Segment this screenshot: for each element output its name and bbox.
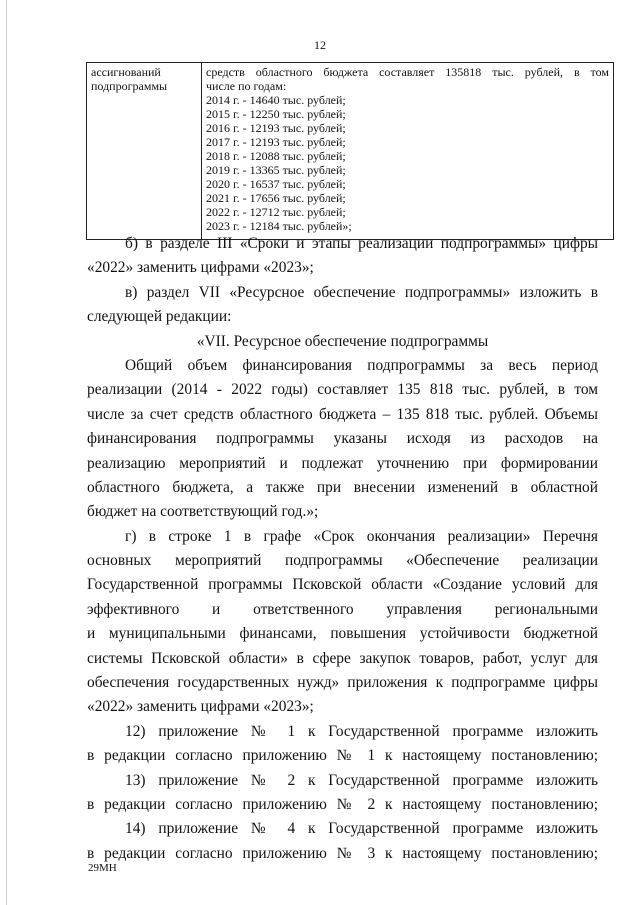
- paragraph-line: бюджет на соответствующий год.»;: [87, 503, 319, 521]
- paragraph-line: основных мероприятий подпрограммы «Обеспечение реализации: [87, 552, 598, 570]
- paragraph-line: Общий объем финансирования подпрограммы за весь период: [125, 356, 598, 374]
- year-allocation: 2015 г. - 12250 тыс. рублей;: [206, 107, 346, 121]
- paragraph-line: областного бюджета, а также при внесении изменений в областной: [87, 478, 598, 496]
- table-intro-line: числе по годам:: [206, 79, 287, 93]
- paragraph-line: 13) приложение № 2 к Государственной программе изложить: [125, 771, 598, 789]
- table-cell-value: [202, 63, 614, 240]
- paragraph-line: в) раздел VII «Ресурсное обеспечение подпрограммы» изложить в: [125, 283, 598, 301]
- table-cell-label: [87, 63, 202, 240]
- year-allocation: 2023 г. - 12184 тыс. рублей»;: [206, 219, 352, 233]
- paragraph-line: в редакции согласно приложению № 2 к настоящему постановлению;: [87, 795, 598, 813]
- footer-code: 29МН: [88, 862, 117, 874]
- table-label-line: подпрограммы: [91, 79, 168, 93]
- paragraph-line: эффективного и ответственного управления региональными: [87, 600, 598, 618]
- paragraph-line: следующей редакции:: [87, 308, 232, 326]
- paragraph-line: финансирования подпрограммы указаны исходя из расходов на: [87, 430, 598, 448]
- paragraph-line: «2022» заменить цифрами «2023»;: [87, 698, 314, 716]
- paragraph-line: системы Псковской области» в сфере закупок товаров, работ, услуг для: [87, 649, 598, 667]
- year-allocation: 2018 г. - 12088 тыс. рублей;: [206, 149, 346, 163]
- section-heading: «VII. Ресурсное обеспечение подпрограммы: [196, 332, 489, 350]
- table-intro-line: средств областного бюджета составляет 135818 тыс. рублей, в том: [206, 65, 609, 79]
- page-number: 12: [314, 38, 326, 52]
- year-allocation: 2020 г. - 16537 тыс. рублей;: [206, 177, 346, 191]
- document-body: [87, 232, 598, 866]
- scan-edge-line: [6, 0, 7, 905]
- table-label-line: ассигнований: [91, 65, 161, 79]
- paragraph-line: числе за счет средств областного бюджета – 135 818 тыс. рублей. Объемы: [87, 405, 598, 423]
- year-allocation: 2021 г. - 17656 тыс. рублей;: [206, 191, 346, 205]
- year-allocation: 2014 г. - 14640 тыс. рублей;: [206, 93, 346, 107]
- paragraph-line: реализацию мероприятий и подлежат уточнению при формировании: [87, 454, 598, 472]
- funding-table: [86, 62, 614, 240]
- year-allocation: 2019 г. - 13365 тыс. рублей;: [206, 163, 346, 177]
- year-allocation: 2022 г. - 12712 тыс. рублей;: [206, 205, 346, 219]
- year-allocation: 2016 г. - 12193 тыс. рублей;: [206, 121, 346, 135]
- paragraph-line: 14) приложение № 4 к Государственной программе изложить: [125, 820, 598, 838]
- paragraph-line: в редакции согласно приложению № 3 к настоящему постановлению;: [87, 844, 598, 862]
- paragraph-line: реализации (2014 - 2022 годы) составляет 135 818 тыс. рублей, в том: [87, 381, 598, 399]
- paragraph-line: в редакции согласно приложению № 1 к настоящему постановлению;: [87, 747, 598, 765]
- paragraph-line: «2022» заменить цифрами «2023»;: [87, 259, 314, 277]
- paragraph-line: обеспечения государственных нужд» приложения к подпрограмме цифры: [87, 674, 598, 692]
- year-allocation: 2017 г. - 12193 тыс. рублей;: [206, 135, 346, 149]
- paragraph-line: Государственной программы Псковской области «Создание условий для: [87, 576, 598, 594]
- paragraph-line: 12) приложение № 1 к Государственной программе изложить: [125, 722, 598, 740]
- table-row: [87, 63, 614, 240]
- paragraph-line: г) в строке 1 в графе «Срок окончания реализации» Перечня: [125, 527, 598, 545]
- paragraph-line: и муниципальными финансами, повышения устойчивости бюджетной: [87, 625, 598, 643]
- paragraph-line: б) в разделе III «Сроки и этапы реализации подпрограммы» цифры: [125, 235, 598, 252]
